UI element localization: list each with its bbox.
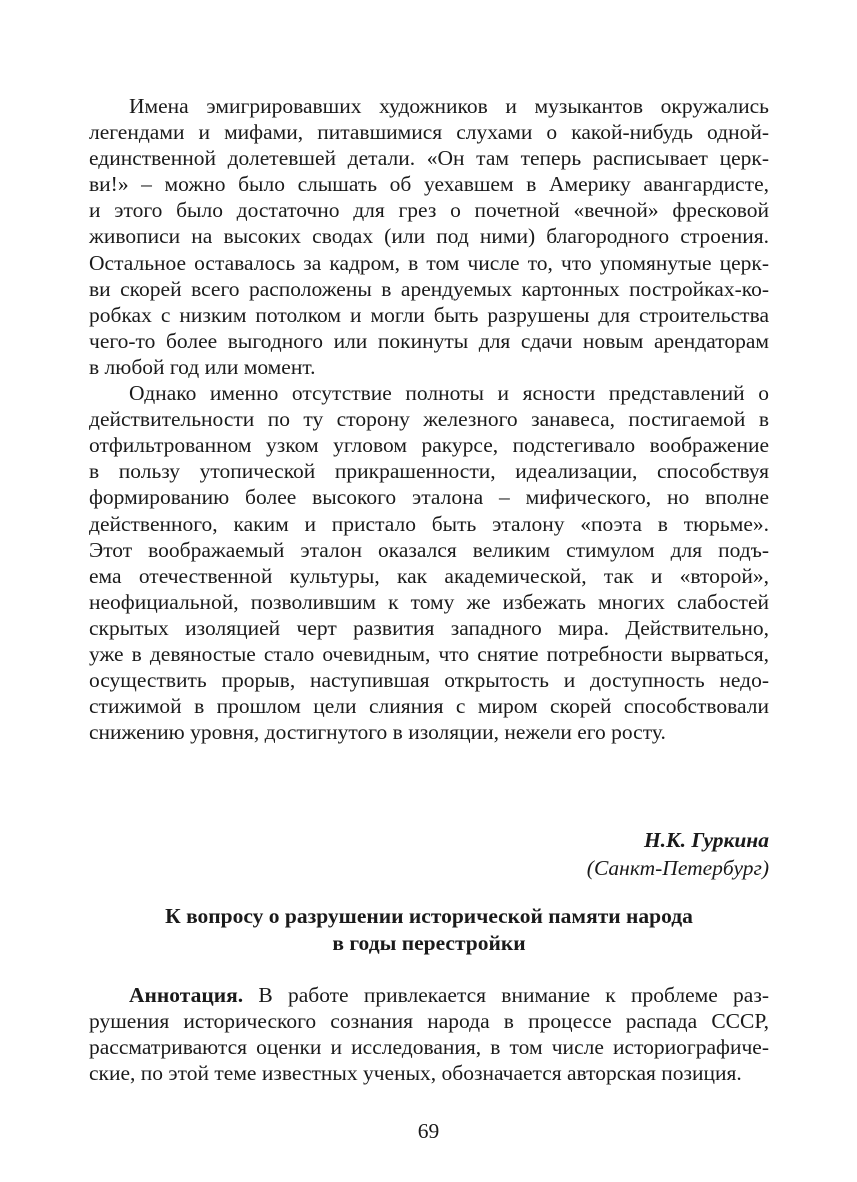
text-line: формированию более высокого эталона – мифического, но вполне [89, 485, 769, 510]
text-line: ема отечественной культуры, как академической, так и «второй», [89, 563, 769, 588]
author-name: Н.К. Гуркина [643, 828, 769, 852]
text-line: рушения исторического сознания народа в процессе распада СССР, [89, 1009, 769, 1034]
article-title-line-1: К вопросу о разрушении исторической памяти народа [165, 904, 693, 928]
text-line: чего-то более выгодного или покинуты для сдачи новым арендаторам [89, 328, 769, 353]
text-line: скрытых изоляцией черт развития западного мира. Действительно, [89, 615, 769, 640]
text-line: рассматриваются оценки и исследования, в том числе историографиче- [89, 1035, 769, 1060]
abstract-first-line [89, 982, 769, 1008]
text-line: неофициальной, позволившим к тому же избежать многих слабостей [89, 589, 769, 614]
text-line: ви скорей всего расположены в арендуемых картонных постройках-ко- [89, 276, 769, 301]
page-number: 69 [417, 1119, 440, 1143]
abstract-label: Аннотация. [129, 983, 244, 1007]
text-line: Имена эмигрировавших художников и музыкантов окружались [129, 94, 769, 118]
paragraph-2 [89, 380, 769, 745]
text-line: снижению уровня, достигнутого в изоляции, нежели его росту. [89, 720, 666, 745]
abstract-text: В работе привлекается внимание к проблеме раз- [243, 983, 769, 1007]
text-line: ви!» – можно было слышать об уехавшем в Америку авангардисте, [89, 172, 769, 197]
article-title-line-2: в годы перестройки [332, 931, 526, 955]
text-line: осуществить прорыв, наступившая открытость и доступность недо- [89, 668, 769, 693]
text-line: Однако именно отсутствие полноты и ясности представлений о [129, 381, 769, 406]
text-line: в пользу утопической прикрашенности, идеализации, способствуя [89, 459, 769, 484]
text-line: и этого было достаточно для грез о почетной «вечной» фресковой [89, 198, 769, 223]
text-line: единственной долетевшей детали. «Он там теперь расписывает церк- [89, 146, 769, 171]
text-line: в любой год или момент. [89, 354, 316, 379]
author-city: (Санкт-Петербург) [586, 856, 769, 880]
article-title [89, 903, 769, 957]
text-line: легендами и мифами, питавшимися слухами о какой-нибудь одной- [89, 120, 769, 145]
author-block [587, 826, 769, 882]
text-line: робках с низким потолком и могли быть разрушены для строительства [89, 302, 769, 327]
text-line: отфильтрованном узком угловом ракурсе, подстегивало воображение [89, 433, 769, 458]
body-text [89, 93, 769, 745]
text-line: живописи на высоких сводах (или под ними) благородного строения. [89, 224, 769, 249]
abstract [89, 982, 769, 1086]
text-line: действительности по ту сторону железного занавеса, постигаемой в [89, 407, 769, 432]
text-line: уже в девяностые стало очевидным, что снятие потребности вырваться, [89, 641, 769, 666]
text-line: Остальное оставалось за кадром, в том числе то, что упомянутые церк- [89, 250, 769, 275]
text-line: Этот воображаемый эталон оказался великим стимулом для подъ- [89, 537, 769, 562]
text-line: ские, по этой теме известных ученых, обозначается авторская позиция. [89, 1061, 742, 1086]
text-line: действенного, каким и пристало быть эталону «поэта в тюрьме». [89, 511, 769, 536]
text-line: стижимой в прошлом цели слияния с миром скорей способствовали [89, 694, 769, 719]
paragraph-1 [89, 93, 769, 380]
